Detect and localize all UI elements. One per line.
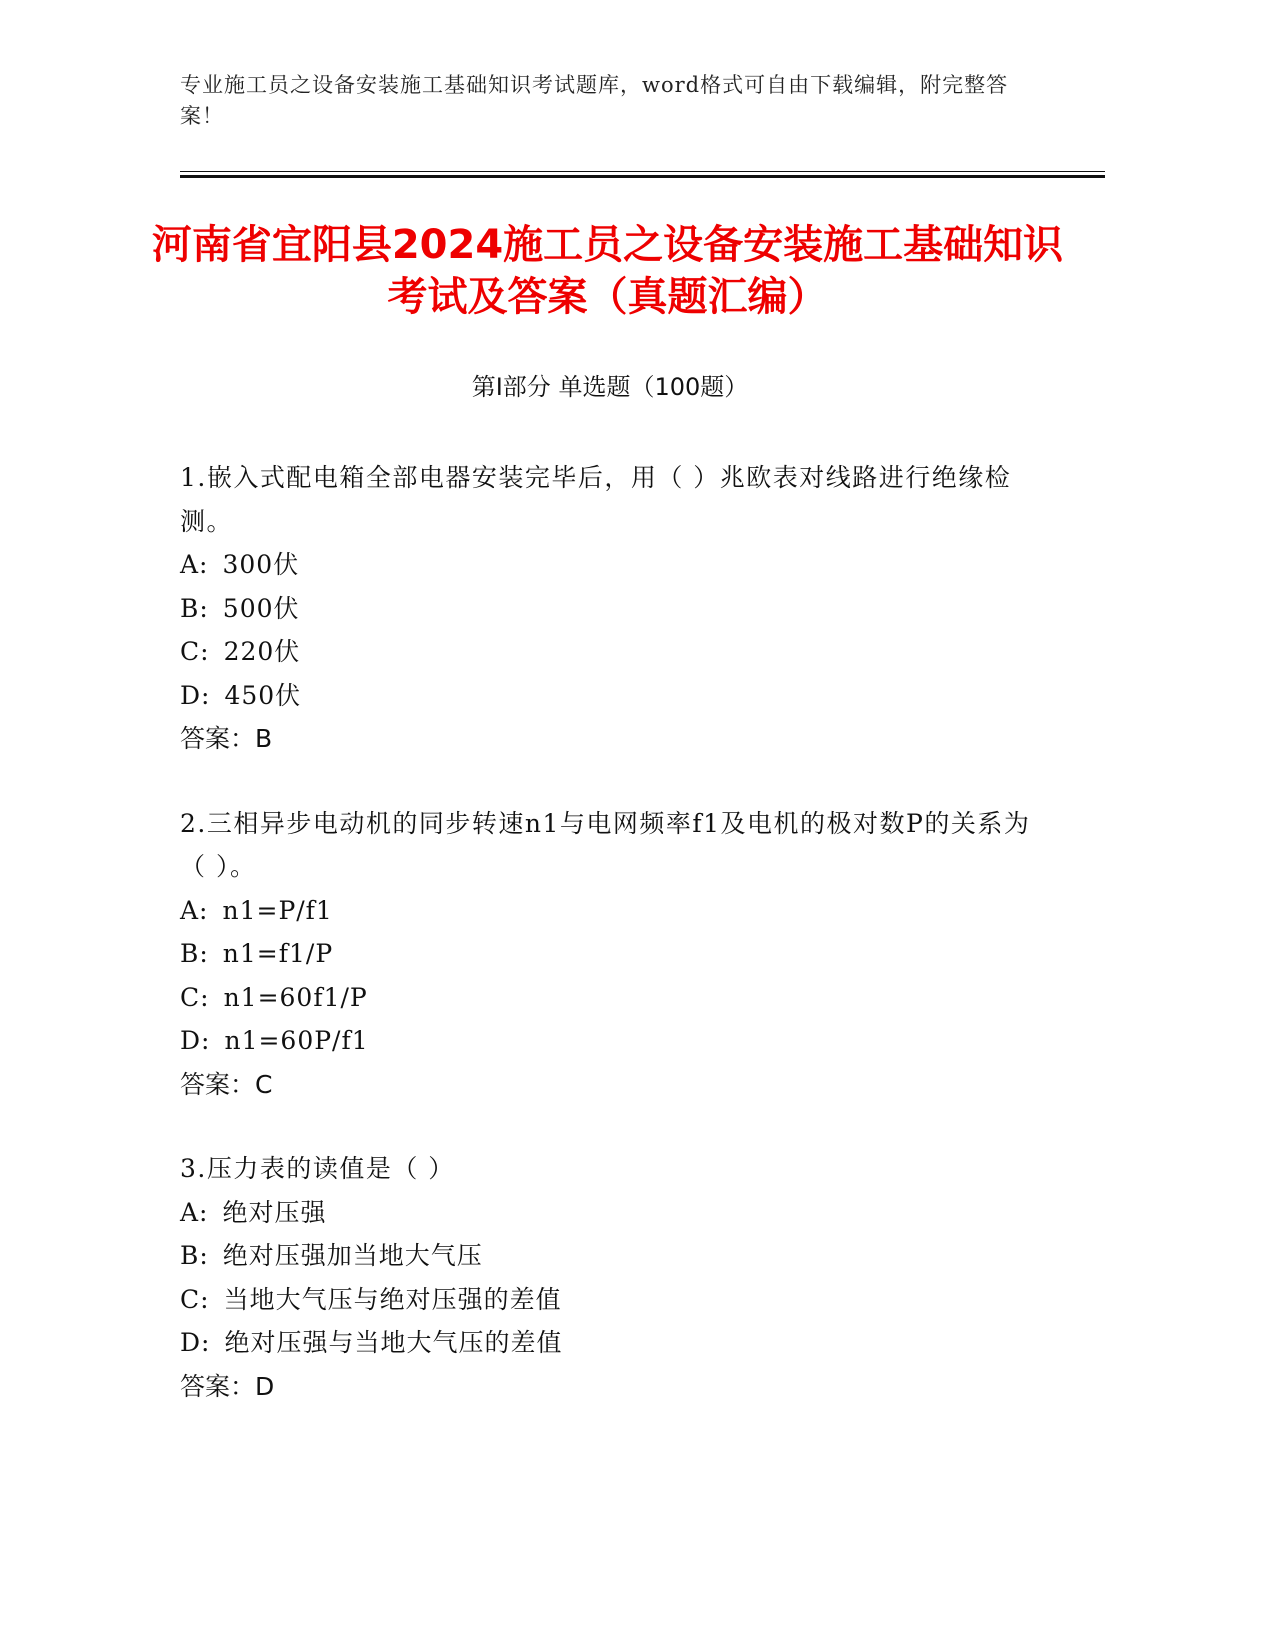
question-stem: 2.三相异步电动机的同步转速n1与电网频率f1及电机的极对数P的关系为（ ）。: [180, 808, 1031, 881]
option-a: [180, 543, 1040, 587]
option-letter: D:: [180, 1026, 211, 1055]
option-b: [180, 1234, 1040, 1278]
option-text: n1=f1/P: [222, 939, 334, 968]
option-letter: C:: [180, 637, 210, 666]
option-letter: B:: [180, 939, 209, 968]
question-2: [180, 802, 1040, 1107]
option-c: [180, 630, 1040, 674]
header-note: 专业施工员之设备安装施工基础知识考试题库，word格式可自由下载编辑，附完整答案！: [180, 73, 1009, 128]
option-letter: A:: [180, 895, 209, 925]
option-letter: D:: [180, 680, 211, 710]
option-letter: D:: [180, 1328, 211, 1357]
option-b: [180, 932, 1040, 976]
option-a: [180, 889, 1040, 933]
answer-line: 答案：C: [180, 1069, 273, 1099]
section-heading: 第Ⅰ部分 单选题（100题）: [471, 373, 749, 401]
option-text: 绝对压强加当地大气压: [222, 1241, 483, 1270]
document-title: 河南省宜阳县2024施工员之设备安装施工基础知识考试及答案（真题汇编）: [151, 222, 1064, 320]
option-letter: B:: [180, 593, 209, 623]
option-text: 300伏: [222, 550, 300, 579]
option-d: [180, 674, 1040, 718]
option-text: n1=60P/f1: [224, 1026, 369, 1055]
option-letter: C:: [180, 982, 210, 1012]
option-c: [180, 1278, 1040, 1322]
option-letter: C:: [180, 1284, 210, 1314]
option-d: [180, 1321, 1040, 1365]
option-letter: B:: [180, 1241, 209, 1270]
option-text: 绝对压强与当地大气压的差值: [224, 1328, 563, 1357]
option-text: 绝对压强: [222, 1197, 327, 1227]
option-letter: A:: [180, 550, 209, 579]
answer-line: 答案：D: [180, 1371, 275, 1401]
answer-line: 答案：B: [180, 724, 273, 753]
option-letter: A:: [180, 1197, 209, 1227]
option-a: [180, 1191, 1040, 1235]
option-text: 450伏: [224, 680, 302, 710]
question-stem: 1.嵌入式配电箱全部电器安装完毕后，用（ ）兆欧表对线路进行绝缘检测。: [180, 463, 1012, 536]
option-text: n1=60f1/P: [223, 982, 368, 1012]
option-text: 220伏: [223, 637, 301, 666]
option-text: n1=P/f1: [222, 895, 333, 925]
option-text: 当地大气压与绝对压强的差值: [223, 1284, 562, 1314]
question-list: [180, 456, 1040, 1449]
header-divider-thick: [180, 175, 1105, 178]
question-1: [180, 456, 1040, 761]
option-c: [180, 976, 1040, 1020]
option-b: [180, 587, 1040, 631]
question-stem: 3.压力表的读值是（ ）: [180, 1154, 455, 1183]
header-divider-thin: [180, 171, 1105, 172]
option-d: [180, 1019, 1040, 1063]
question-3: [180, 1147, 1040, 1408]
option-text: 500伏: [222, 593, 300, 623]
